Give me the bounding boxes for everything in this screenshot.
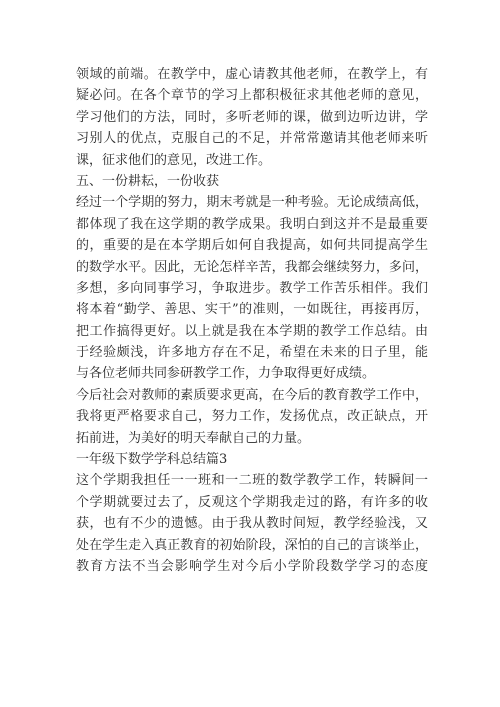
body-line: 多想，多向同事学习，争取进步。教学工作苦乐相伴。我们 bbox=[76, 280, 428, 296]
article-title: 一年级下数学学科总结篇3 bbox=[76, 452, 228, 468]
body-line: 拓前进，为美好的明天奉献自己的力量。 bbox=[76, 430, 311, 446]
body-line: 课，征求他们的意见，改进工作。 bbox=[76, 152, 272, 168]
body-line: 我将更严格要求自己，努力工作，发扬优点，改正缺点，开 bbox=[76, 409, 428, 425]
body-line: 习别人的优点，克服自己的不足，并常常邀请其他老师来听 bbox=[76, 131, 428, 147]
body-line: 领域的前端。在教学中，虚心请教其他老师，在教学上，有 bbox=[76, 67, 428, 82]
section-heading: 五、一份耕耘，一份收获 bbox=[76, 173, 220, 189]
body-line: 与各位老师共同参研教学工作，力争取得更好成绩。 bbox=[76, 366, 376, 382]
body-line: 疑必问。在各个章节的学习上都积极征求其他老师的意见， bbox=[76, 88, 428, 104]
body-line: 都体现了我在这学期的教学成果。我明白到这并不是最重要 bbox=[76, 216, 428, 232]
body-line: 处在学生走入真正教育的初始阶段，深怕的自己的言谈举止， bbox=[76, 537, 428, 553]
body-line: 将本着“勤学、善思、实干”的准则，一如既往，再接再厉， bbox=[76, 302, 428, 318]
body-line: 教育方法不当会影响学生对今后小学阶段数学学习的态度 bbox=[76, 558, 428, 574]
body-line: 今后社会对教师的素质要求更高，在今后的教育教学工作中， bbox=[76, 387, 428, 403]
body-line: 的数学水平。因此，无论怎样辛苦，我都会继续努力，多问， bbox=[76, 259, 428, 275]
body-line: 经过一个学期的努力，期末考就是一种考验。无论成绩高低， bbox=[76, 195, 428, 211]
body-line: 学习他们的方法，同时，多听老师的课，做到边听边讲，学 bbox=[76, 109, 428, 125]
body-line: 个学期就要过去了，反观这个学期我走过的路，有许多的收 bbox=[76, 494, 428, 510]
body-line: 这个学期我担任一一班和一二班的数学教学工作，转瞬间一 bbox=[76, 473, 428, 489]
body-line: 于经验颇浅，许多地方存在不足，希望在未来的日子里，能 bbox=[76, 345, 428, 361]
body-line: 的，重要的是在本学期后如何自我提高，如何共同提高学生 bbox=[76, 238, 428, 254]
body-line: 获，也有不少的遗憾。由于我从教时间短，教学经验浅，又 bbox=[76, 516, 428, 532]
body-line: 把工作搞得更好。以上就是我在本学期的教学工作总结。由 bbox=[76, 323, 428, 339]
document-body bbox=[76, 64, 428, 577]
